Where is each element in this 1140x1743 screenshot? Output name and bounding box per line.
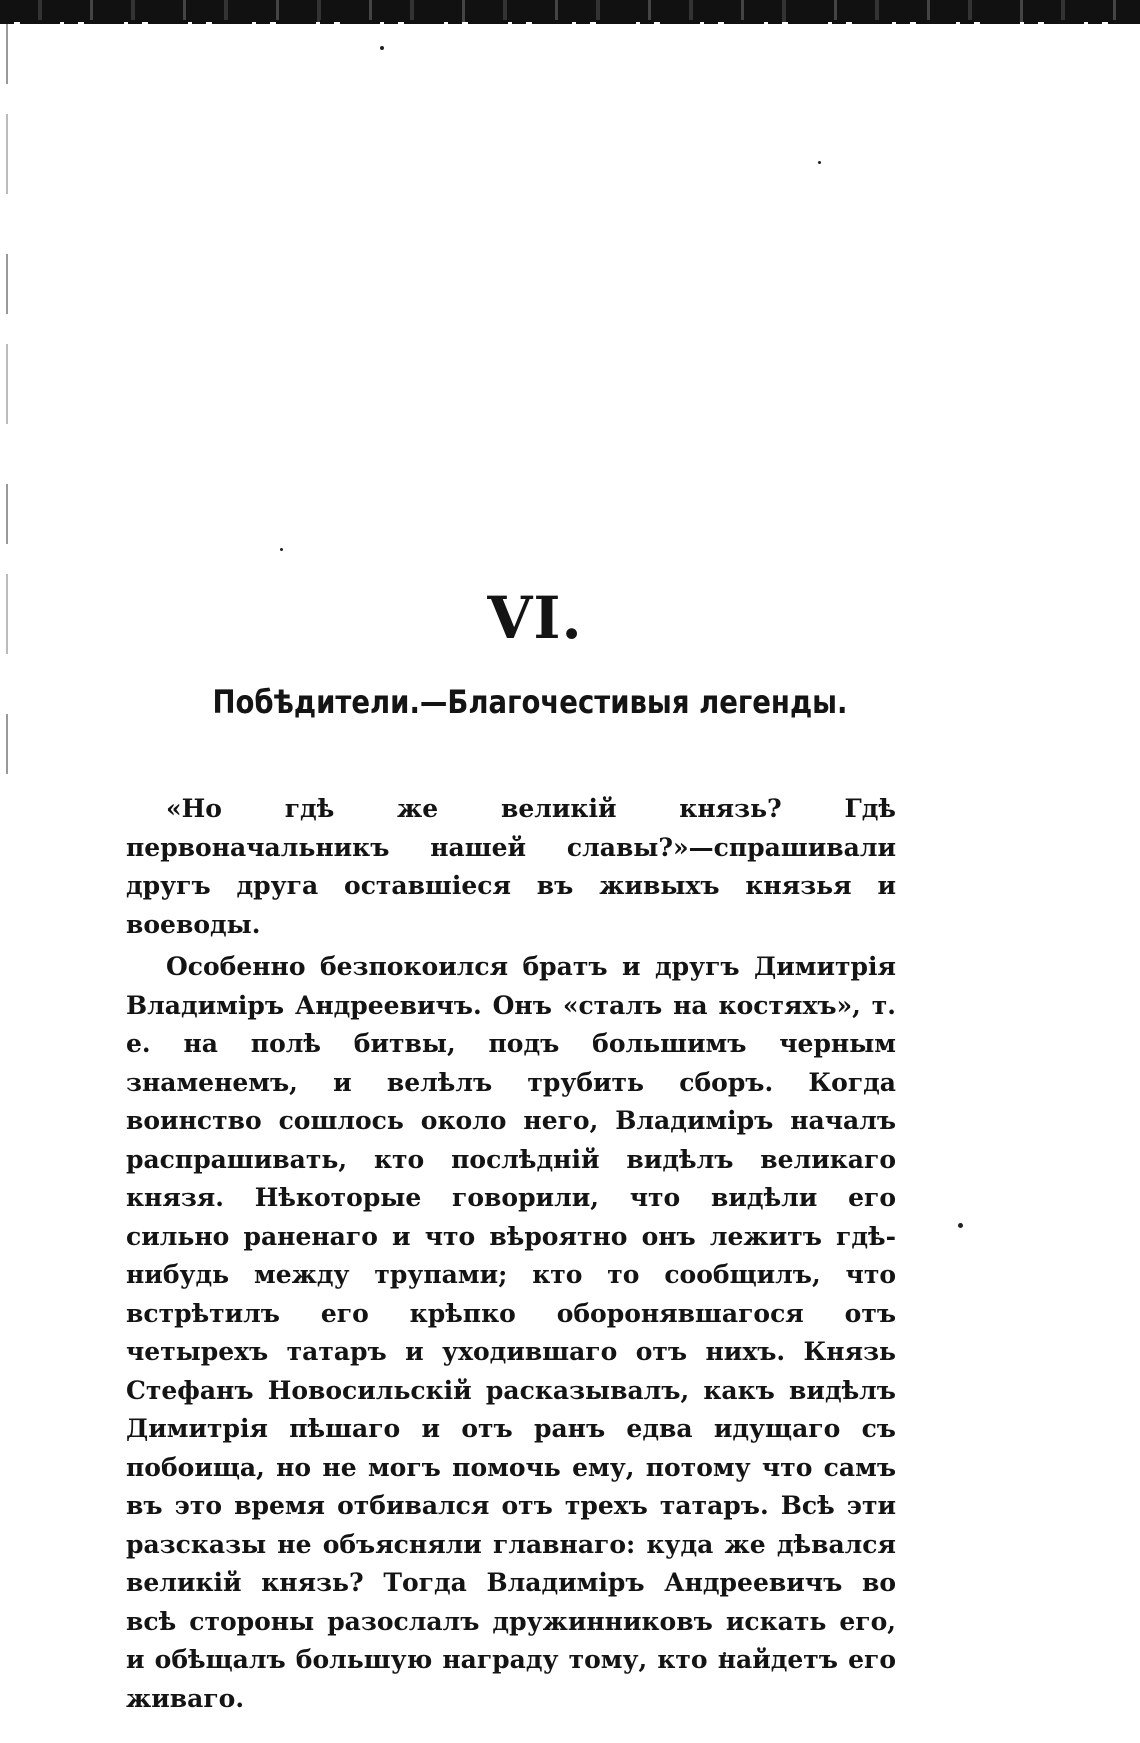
print-speck	[380, 46, 384, 50]
left-page-edge	[6, 24, 8, 804]
top-border-rule	[0, 0, 1140, 22]
print-speck	[818, 161, 821, 164]
print-speck	[958, 1223, 963, 1228]
top-border-edge	[0, 20, 1140, 24]
chapter-body	[126, 790, 896, 1718]
print-speck	[280, 548, 283, 551]
chapter-title: Побѣдители.—Благочестивыя легенды.	[212, 683, 848, 721]
paragraph-1: «Но гдѣ же великій князь? Гдѣ первоначальникъ нашей славы?»—спрашивали другъ друга оставшіеся въ живыхъ князья и воеводы.	[126, 794, 896, 939]
chapter-number: VI.	[487, 584, 583, 652]
paragraph-2: Особенно безпокоился братъ и другъ Димитрія Владиміръ Андреевичъ. Онъ «сталъ на костяхъ», т. е. на полѣ битвы, подъ большимъ черным знаменемъ, и велѣлъ трубить сборъ. Когда воинство сошлось около него, Владиміръ началъ распрашивать, кто послѣдній видѣлъ великаго князя. Нѣкоторые говорили, что видѣли его сильно раненаго и что вѣроятно онъ лежитъ гдѣ-нибудь между трупами; кто то сообщилъ, что встрѣтилъ его крѣпко оборонявшагося отъ четырехъ татаръ и уходившаго отъ нихъ. Князь Стефанъ Новосильскій расказывалъ, какъ видѣлъ Димитрія пѣшаго и отъ ранъ едва идущаго съ побоища, но не могъ помочь ему, потому что самъ въ это время отбивался отъ трехъ татаръ. Всѣ эти разсказы не объясняли главнаго: куда же дѣвался великій князь? Тогда Владиміръ Андреевичъ во всѣ стороны разослалъ дружинниковъ искать его, и обѣщалъ большую награду тому, кто найдетъ его живаго.	[126, 952, 896, 1713]
